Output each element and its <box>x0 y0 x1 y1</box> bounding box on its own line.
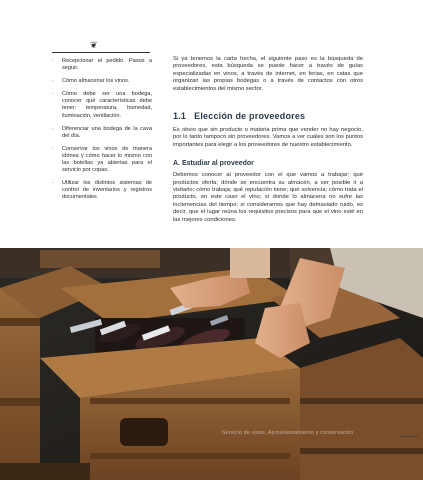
list-item: · Conservar los vinos de manera idónea y cómo hacer lo mismo con las botellas ya abiertas para el servicio por copas. <box>52 145 152 174</box>
section-number: 1.1 <box>173 111 187 122</box>
left-column-rule <box>52 52 150 53</box>
wine-crates-illustration <box>0 248 423 480</box>
main-text-column <box>173 56 363 224</box>
list-item: · Recepcionar el pedido. Pasos a seguir. <box>52 58 152 72</box>
objectives-list <box>52 58 152 202</box>
header-ornament: ❦ <box>90 40 98 50</box>
subsection-heading: A. Estudiar al proveedor <box>173 160 254 168</box>
list-item: · Cómo almacenar los vinos. <box>52 78 130 85</box>
running-footer: Servicio de vinos. Aprovisionamiento y conservación <box>222 430 354 436</box>
section-paragraph: Es obvio que sin producto o materia prima que vender no hay negocio, por lo tanto tampoco sin proveedores. Vamos a ver cuáles son los puntos importantes para elegir a los proveedores de nuestro establecimiento. <box>173 127 363 148</box>
footer-rule <box>400 436 418 437</box>
intro-paragraph: Si ya tenemos la carta hecha, el siguiente paso es la búsqueda de proveedores, esta búsqueda se puede hacer a través de guías especializadas en vinos, a través de internet, en ferias, en catas que organizan las propias bodegas o a través de contactos con otros establecimientos del mismo sector. <box>173 56 363 92</box>
list-item: · Utilizar los distintos sistemas de control de inventarios y registros documentales <box>52 180 152 201</box>
list-item: · Diferenciar una bodega de la cava del día. <box>52 125 152 139</box>
wine-crates-photo <box>0 248 423 480</box>
section-title: Elección de proveedores <box>194 111 306 122</box>
section-heading <box>173 111 363 121</box>
subsection-paragraph: Debemos conocer al proveedor con el que vamos a trabajar; qué productos oferta; dónde se encuentra su almacén, a ser posible ir a visitarlo; cómo trabaja; qué reputación tiene; qué solvencia; cómo trata el producto, en este caso el vino; si donde lo almacena no sufre las inclemencias del tiempo; si consideramos que hay demasiado ruido, es decir, que el lugar reúna los requisitos precisos para que el vino esté en las mejores condiciones. <box>173 172 363 223</box>
list-item: · Cómo debe ser una bodega, conocer qué características debe tener: temperatura, humedad, iluminación, ventilación. <box>52 91 152 119</box>
objectives-column <box>52 58 152 208</box>
